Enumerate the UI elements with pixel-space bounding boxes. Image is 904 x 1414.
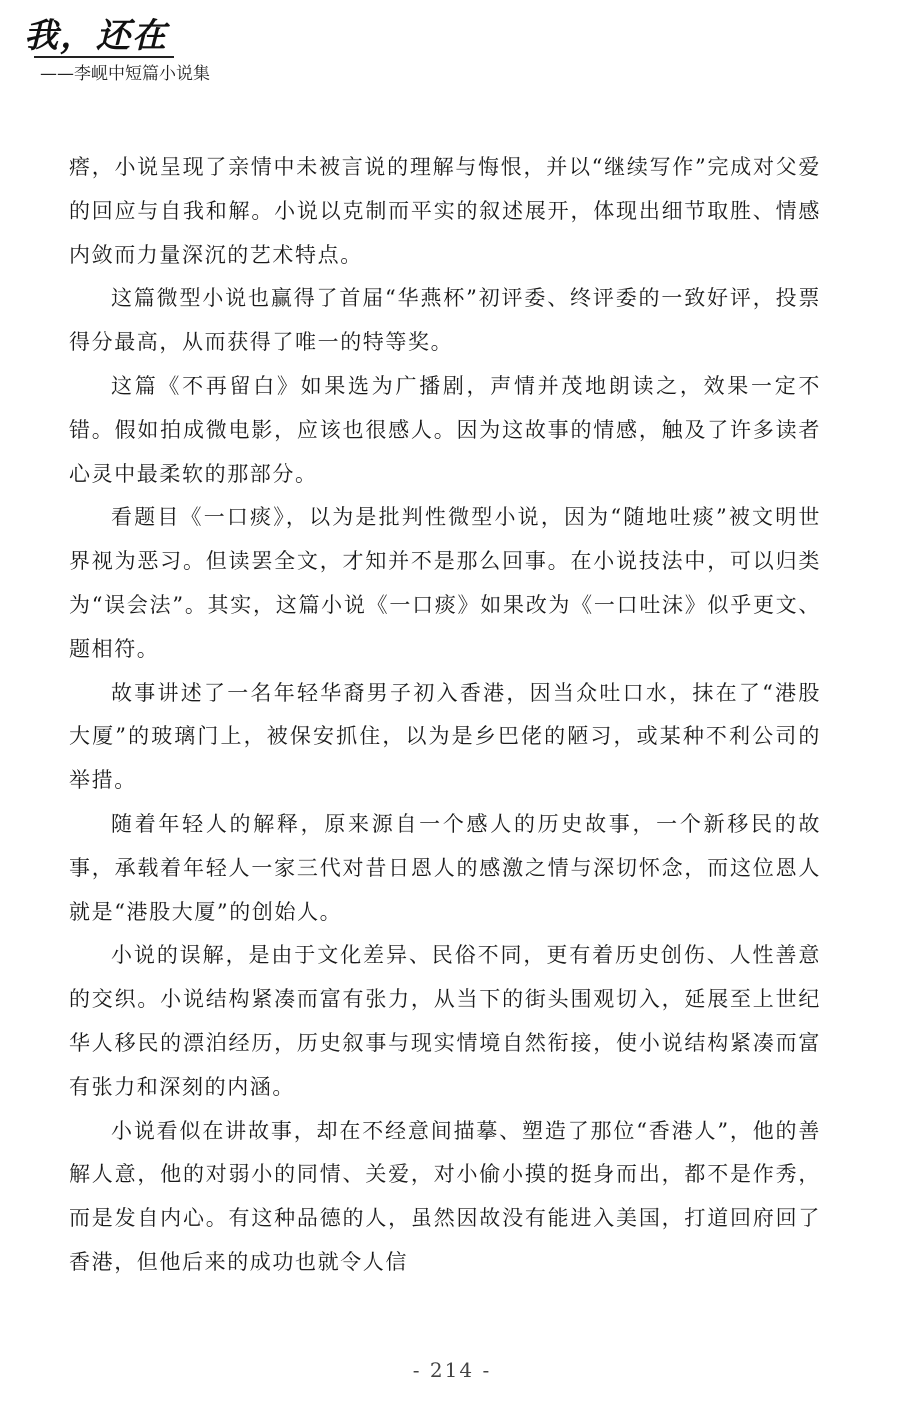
- paragraph: 小说看似在讲故事，却在不经意间描摹、塑造了那位“香港人”，他的善解人意，他的对弱小的同情、关爱，对小偷小摸的挺身而出，都不是作秀，而是发自内心。有这种品德的人，虽然因故没有能进入美国，打道回府回了香港，但他后来的成功也就令人信: [69, 1118, 821, 1274]
- book-title-logo: 我，还在: [24, 16, 168, 56]
- page-number: - 214 -: [412, 1358, 492, 1382]
- paragraph: 故事讲述了一名年轻华裔男子初入香港，因当众吐口水，抹在了“港股大厦”的玻璃门上，被保安抓住，以为是乡巴佬的陋习，或某种不利公司的举措。: [69, 680, 821, 793]
- paragraph: 这篇《不再留白》如果选为广播剧，声情并茂地朗读之，效果一定不错。假如拍成微电影，应该也很感人。因为这故事的情感，触及了许多读者心灵中最柔软的那部分。: [69, 373, 821, 486]
- paragraph-continued: 瘩，小说呈现了亲情中未被言说的理解与悔恨，并以“继续写作”完成对父爱的回应与自我和解。小说以克制而平实的叙述展开，体现出细节取胜、情感内敛而力量深沉的艺术特点。: [69, 155, 821, 267]
- header-divider: [34, 56, 174, 58]
- running-header: [24, 14, 284, 84]
- book-subtitle: ——李岘中短篇小说集: [40, 64, 210, 84]
- body-text: [69, 146, 821, 1285]
- paragraph: 这篇微型小说也赢得了首届“华燕杯”初评委、终评委的一致好评，投票得分最高，从而获得了唯一的特等奖。: [69, 286, 821, 355]
- paragraph: 小说的误解，是由于文化差异、民俗不同，更有着历史创伤、人性善意的交织。小说结构紧凑而富有张力，从当下的街头围观切入，延展至上世纪华人移民的漂泊经历，历史叙事与现实情境自然衔接，使小说结构紧凑而富有张力和深刻的内涵。: [69, 943, 821, 1099]
- paragraph: 随着年轻人的解释，原来源自一个感人的历史故事，一个新移民的故事，承载着年轻人一家三代对昔日恩人的感激之情与深切怀念，而这位恩人就是“港股大厦”的创始人。: [69, 811, 821, 924]
- paragraph: 看题目《一口痰》，以为是批判性微型小说，因为“随地吐痰”被文明世界视为恶习。但读罢全文，才知并不是那么回事。在小说技法中，可以归类为“误会法”。其实，这篇小说《一口痰》如果改为《一口吐沫》似乎更文、题相符。: [69, 505, 821, 661]
